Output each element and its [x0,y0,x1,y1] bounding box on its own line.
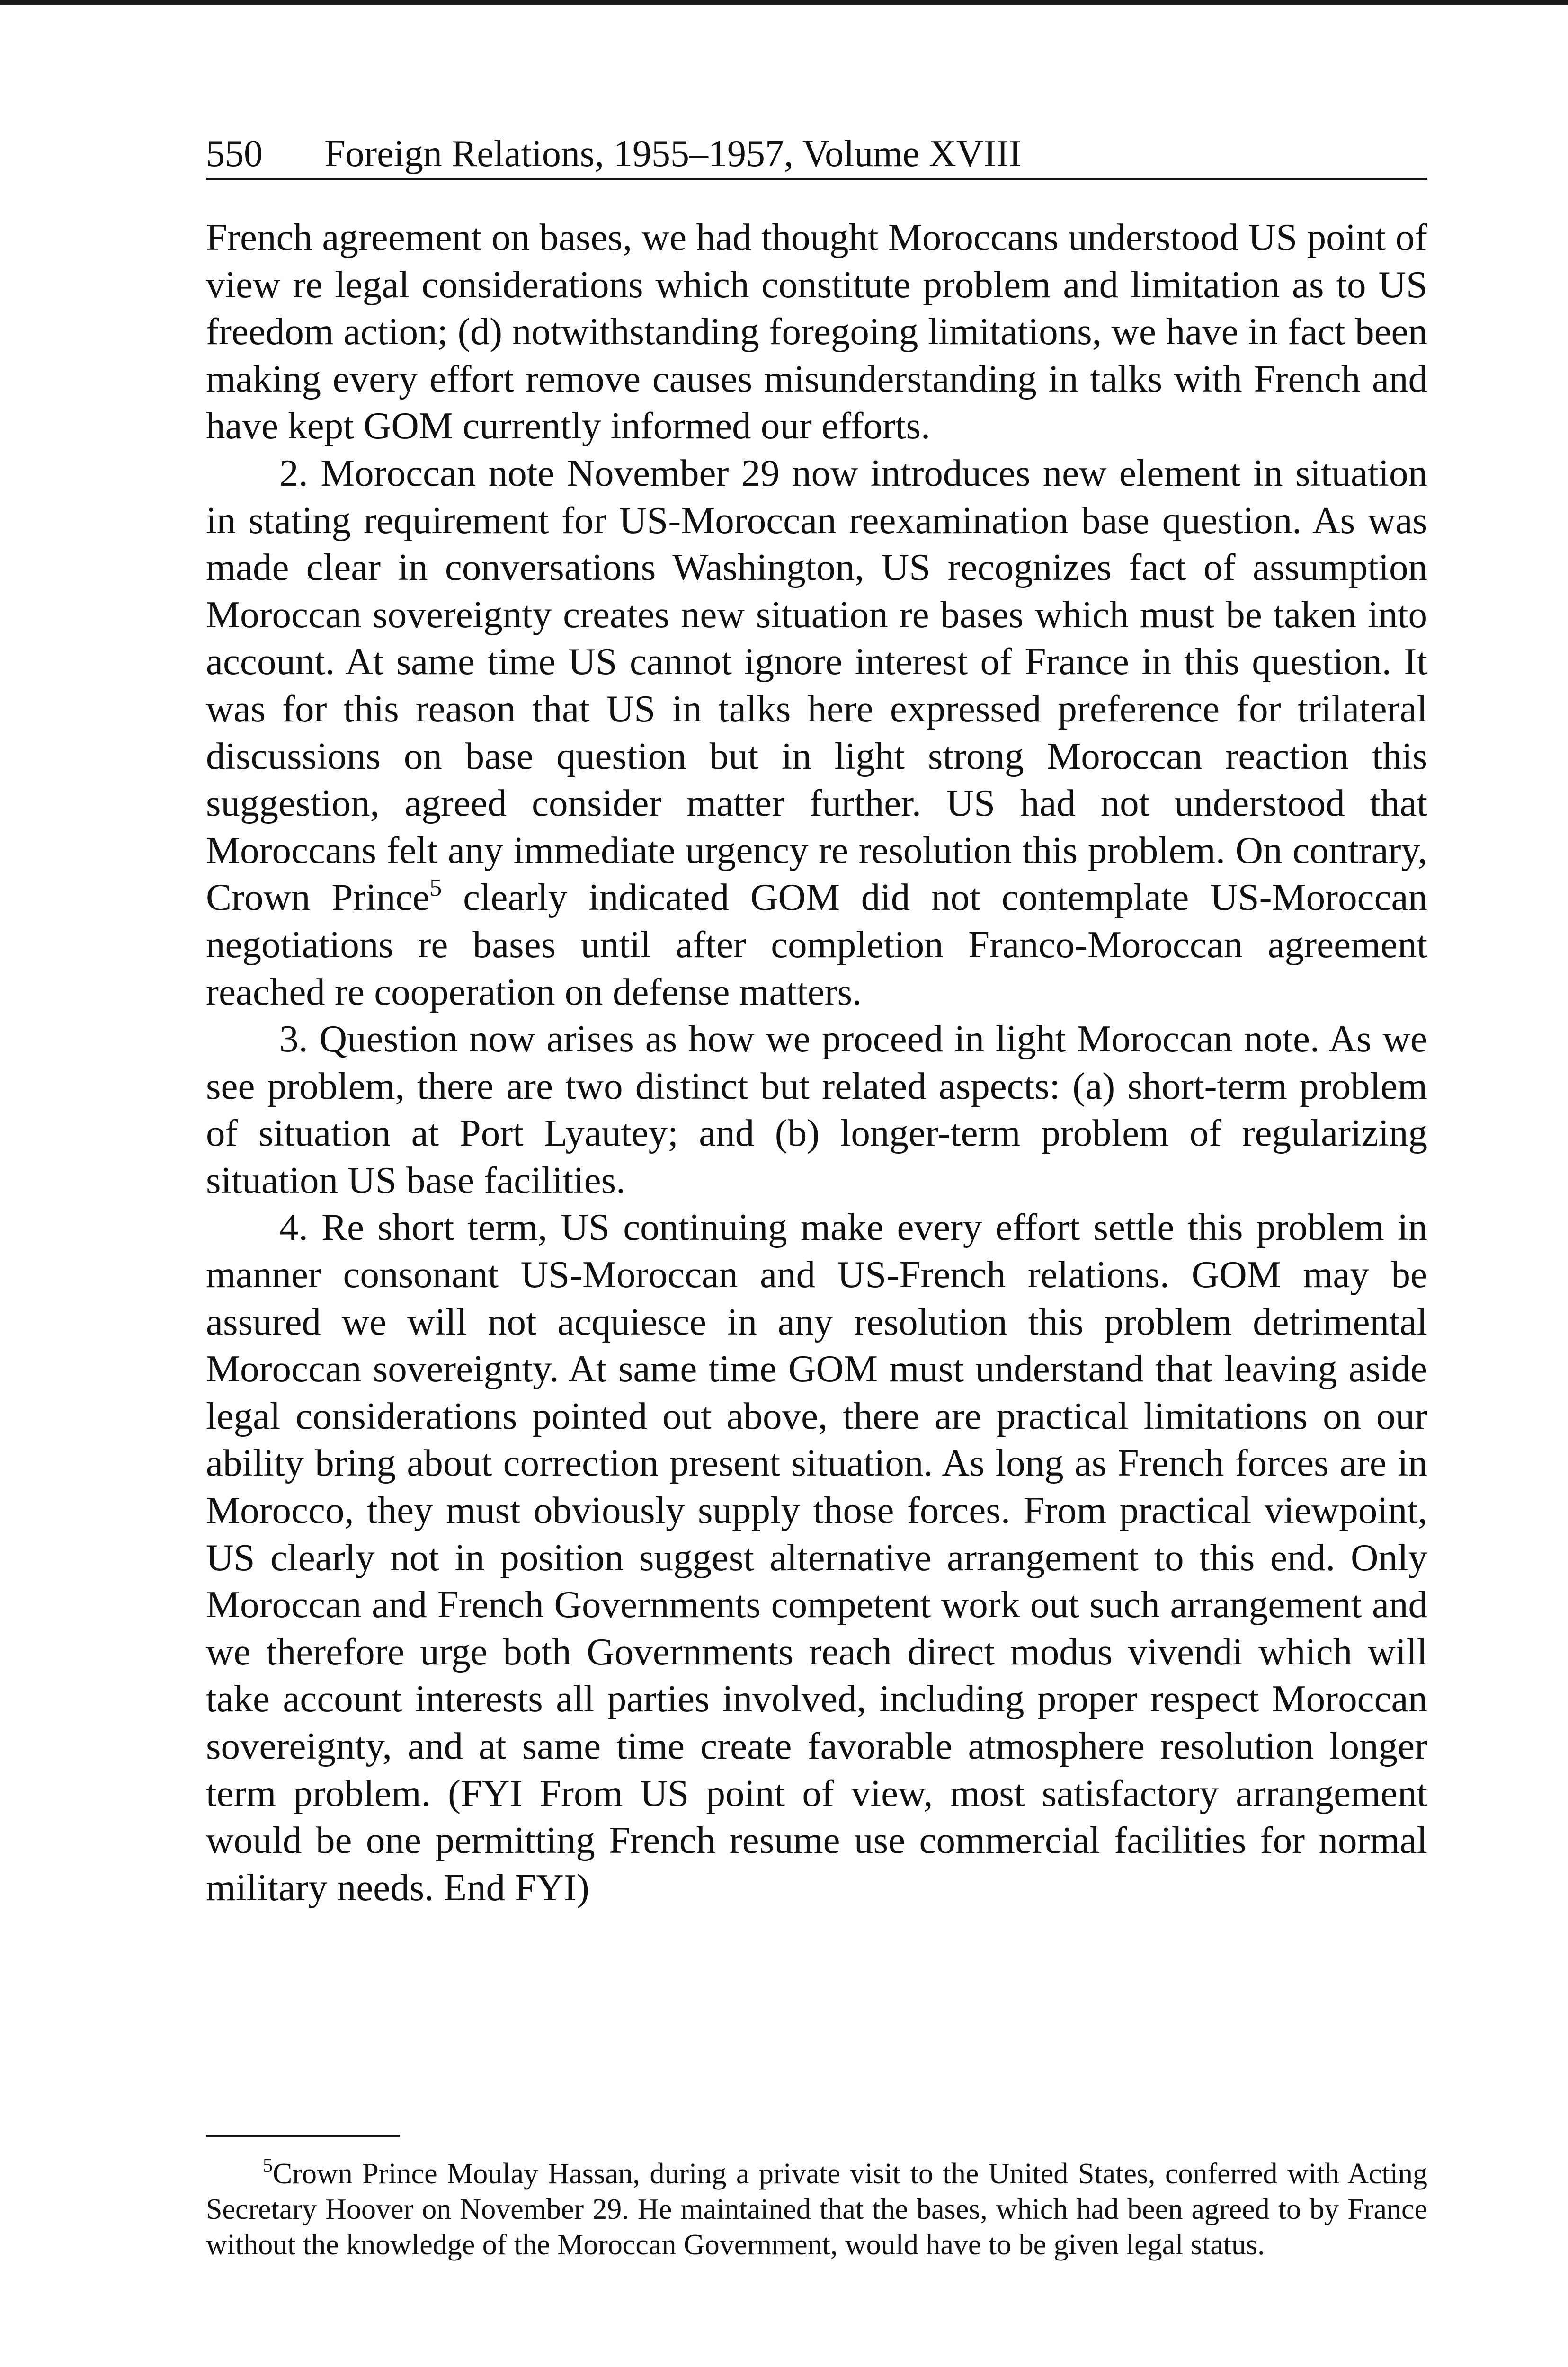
paragraph-2-text-continued: clearly indicated GOM did not contemplate US-Moroccan negotiations re bases until after completion Franco-Moroccan agreement reached re cooperation on defense matters. [206,876,1427,1013]
paragraph-2-text: 2. Moroccan note November 29 now introduces new element in situation in stating requirement for US-Moroccan reexamination base question. As was made clear in conversations Washington, US recognizes fact of assumption Moroccan sovereignty creates new situation re bases which must be taken into account. At same time US cannot ignore interest of France in this question. It was for this reason that US in talks here expressed preference for trilateral discussions on base question but in light strong Moroccan reaction this suggestion, agreed consider matter further. US had not understood that Moroccans felt any immediate urgency re resolution this problem. On contrary, Crown Prince [206,451,1427,919]
paragraph-continuation: French agreement on bases, we had thought Moroccans understood US point of view re legal considerations which constitute problem and limitation as to US freedom action; (d) notwithstanding foregoing limitations, we have in fact been making every effort remove causes misunderstanding in talks with French and have kept GOM currently informed our efforts. [206,216,1427,447]
paragraph-2 [206,450,1427,1015]
page-number: 550 [206,133,263,175]
scan-top-edge [0,0,1568,5]
footnote-text: Crown Prince Moulay Hassan, during a private visit to the United States, conferred with Acting Secretary Hoover on November 29. He maintained that the bases, which had been agreed to by France without the knowledge of the Moroccan Government, would have to be given legal status. [206,2158,1427,2261]
running-title: Foreign Relations, 1955–1957, Volume XVIII [324,133,1022,175]
footnote-divider [206,2135,400,2137]
paragraph-4: 4. Re short term, US continuing make every effort settle this problem in manner consonant US-Moroccan and US-French relations. GOM may be assured we will not acquiesce in any resolution this problem detrimental Moroccan sovereignty. At same time GOM must understand that leaving aside legal considerations pointed out above, there are practical limitations on our ability bring about correction present situation. As long as French forces are in Morocco, they must obviously supply those forces. From practical viewpoint, US clearly not in position suggest alternative arrangement to this end. Only Moroccan and French Governments competent work out such arrangement and we therefore urge both Governments reach direct modus vivendi which will take account interests all parties involved, including proper respect Moroccan sovereignty, and at same time create favorable atmosphere resolution longer term problem. (FYI From US point of view, most satisfactory arrangement would be one permitting French resume use commercial facilities for normal military needs. End FYI) [206,1206,1427,1909]
running-header [206,130,1427,180]
body-text [206,214,1427,1911]
paragraph-3: 3. Question now arises as how we proceed in light Moroccan note. As we see problem, there are two distinct but related aspects: (a) short-term problem of situation at Port Lyautey; and (b) longer-term problem of regularizing situation US base facilities. [206,1017,1427,1201]
footnote [206,2156,1427,2263]
footnote-reference: 5 [429,874,442,902]
footnote-number: 5 [263,2155,273,2177]
